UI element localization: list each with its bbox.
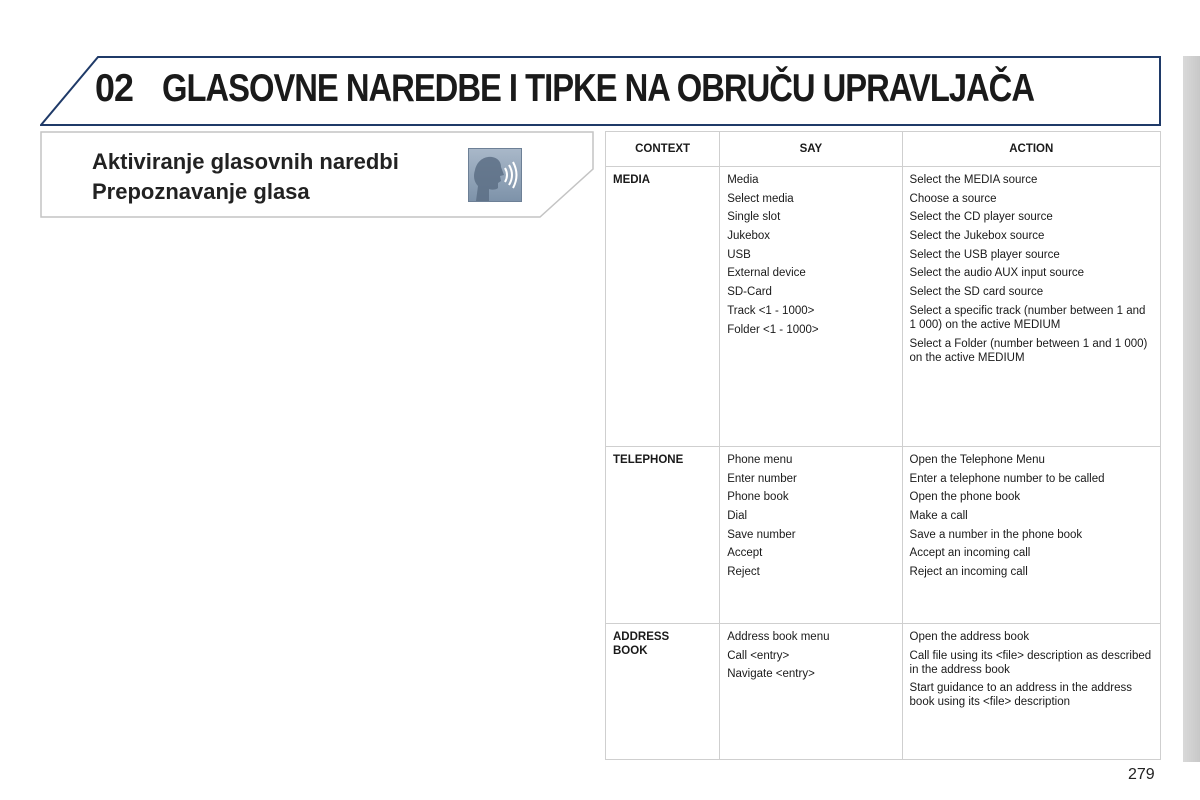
- action-item: Open the address book: [909, 631, 1030, 643]
- action-item: Select a Folder (number between 1 and 1 000) on the active MEDIUM: [909, 337, 1148, 364]
- action-item: Accept an incoming call: [909, 547, 1031, 560]
- page-number: 279: [1128, 766, 1155, 783]
- say-cell-telephone: [720, 447, 902, 624]
- section-title-line-1: Aktiviranje glasovnih naredbi: [92, 149, 399, 174]
- section-title-line-2: Prepoznavanje glasa: [92, 179, 310, 204]
- table-header-row: [606, 132, 1161, 167]
- action-item: Select the MEDIA source: [909, 174, 1038, 186]
- action-item: Select the Jukebox source: [909, 230, 1045, 243]
- action-cell-address-book: [902, 624, 1160, 760]
- context-telephone: TELEPHONE: [606, 447, 720, 624]
- say-cell-media: [720, 167, 902, 447]
- table-row-address-book: [606, 624, 1161, 760]
- say-item: Jukebox: [727, 230, 771, 243]
- say-item: Single slot: [727, 211, 781, 224]
- say-item: SD-Card: [727, 286, 772, 299]
- header-say: SAY: [720, 132, 902, 167]
- action-item: Select the audio AUX input source: [909, 267, 1085, 280]
- say-item: Media: [727, 174, 759, 186]
- action-item: Open the Telephone Menu: [909, 454, 1045, 466]
- action-cell-media: [902, 167, 1160, 447]
- voice-commands-table: [605, 131, 1161, 760]
- action-item: Save a number in the phone book: [909, 528, 1083, 541]
- side-tab: [1183, 56, 1200, 762]
- action-item: Reject an incoming call: [909, 566, 1028, 579]
- header-context: CONTEXT: [606, 132, 720, 167]
- say-item: Address book menu: [727, 631, 830, 643]
- chapter-number: 02: [95, 67, 134, 110]
- chapter-title: GLASOVNE NAREDBE I TIPKE NA OBRUČU UPRAVLJAČA: [162, 67, 1034, 110]
- say-item: Enter number: [727, 472, 797, 485]
- action-item: Start guidance to an address in the address book using its <file> description: [909, 682, 1133, 709]
- action-item: Choose a source: [909, 192, 997, 205]
- say-item: Track <1 - 1000>: [727, 304, 815, 317]
- say-item: Accept: [727, 547, 763, 560]
- action-item: Select the USB player source: [909, 248, 1060, 261]
- header-action: ACTION: [902, 132, 1160, 167]
- table-row-media: [606, 167, 1161, 447]
- voice-command-icon: [468, 148, 522, 202]
- action-item: Call file using its <file> description as described in the address book: [909, 649, 1152, 676]
- say-cell-address-book: [720, 624, 902, 760]
- context-media: MEDIA: [606, 167, 720, 447]
- say-item: Save number: [727, 528, 796, 541]
- table-row-telephone: [606, 447, 1161, 624]
- say-item: Dial: [727, 510, 748, 523]
- say-item: Navigate <entry>: [727, 668, 815, 681]
- action-item: Select the CD player source: [909, 211, 1053, 224]
- action-cell-telephone: [902, 447, 1160, 624]
- say-item: Call <entry>: [727, 649, 790, 662]
- action-item: Open the phone book: [909, 491, 1021, 504]
- say-item: Phone menu: [727, 454, 793, 466]
- action-item: Make a call: [909, 510, 968, 523]
- say-item: Folder <1 - 1000>: [727, 323, 819, 336]
- action-item: Enter a telephone number to be called: [909, 472, 1105, 485]
- say-item: USB: [727, 248, 751, 261]
- section-title: [92, 147, 399, 207]
- say-item: External device: [727, 267, 806, 280]
- context-address-book: ADDRESS BOOK: [606, 624, 720, 760]
- action-item: Select a specific track (number between 1 and 1 000) on the active MEDIUM: [909, 304, 1146, 331]
- action-item: Select the SD card source: [909, 286, 1044, 299]
- say-item: Reject: [727, 566, 760, 579]
- say-item: Phone book: [727, 491, 789, 504]
- say-item: Select media: [727, 192, 794, 205]
